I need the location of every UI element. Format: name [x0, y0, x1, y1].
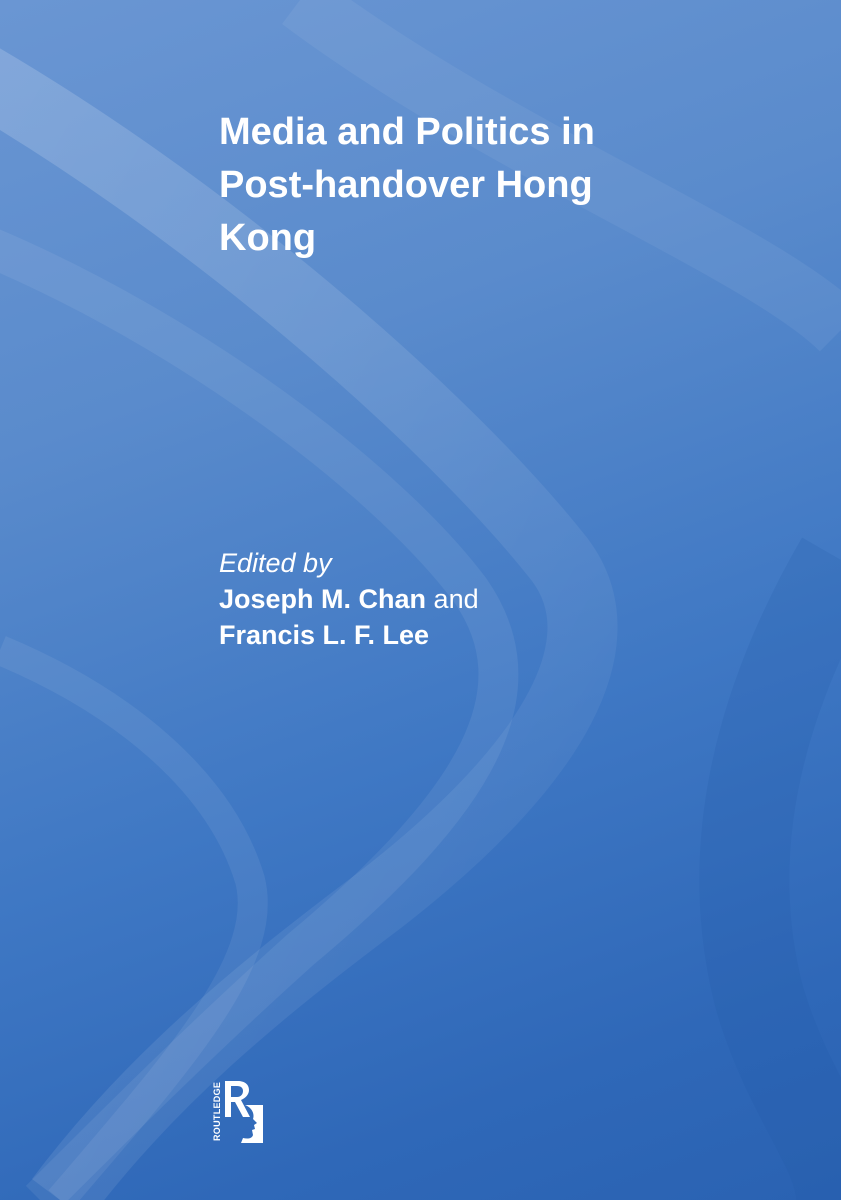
- editor-name-1: Joseph M. Chan: [219, 584, 427, 614]
- routledge-logo-icon: [205, 1075, 265, 1143]
- editors-block: [219, 545, 479, 653]
- book-title-line-1: Media and Politics in: [219, 111, 595, 153]
- svg-text:ROUTLEDGE: ROUTLEDGE: [212, 1081, 222, 1141]
- book-title-line-2: Post-handover Hong: [219, 164, 593, 206]
- book-title: [219, 106, 779, 265]
- book-title-line-3: Kong: [219, 217, 317, 259]
- editor-line-1: [219, 581, 479, 617]
- editor-conjunction: and: [433, 584, 479, 614]
- editor-name-2: Francis L. F. Lee: [219, 620, 430, 650]
- edited-by-label: Edited by: [219, 548, 332, 578]
